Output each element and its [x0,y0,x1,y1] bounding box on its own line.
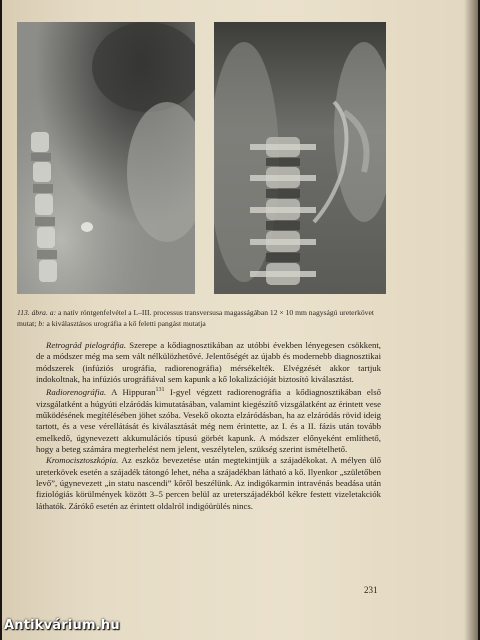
watermark: Antikvárium.hu [4,618,120,633]
caption-b-marker: b: [38,318,45,328]
section-text: Az eszköz bevezetése után megtekintjük a szájadékokat. A mélyen ülő ureterkövek esetén a szájadék tátongó lehet, néha a szájadékban látható a kő. Ilyenkor „születőben levő”, úgynevezett „in statu nascendi” kőről beszélünk. Az indigókarmin intravénás beadása után fiziológiás körülmények között 3–5 percen belül az ureterszájadékból kékre festett vizeletakciók láthatók. Zárókő esetén az érintett oldalról indigóürülés nincs. [36,455,381,511]
book-page [2,0,478,640]
caption-a-marker: a: [49,308,57,317]
section-text: I-gyel végzett radiorenográfia a kődiagnosztikában első vizsgálatként a húgyúti elzáródás kimutatásában, valamint kiegészítő vizsgálatként az érintett vese működésének megítélésében jöhet szóba. Vesekő okozta elzáródásban, ha az elzáródás rövid ideig tartott, és a vese vérellátását és kiválasztását még nem érintette, az I. és a II. fázis után tovább emelkedő, úgynevezett akkumulációs típusú görbét kapunk. A módszer előnyeként említhető, hogy a beteg számára megterhelést nem jelent, veszélytelen, szükség szerint ismételhető. [36,387,382,454]
paragraph-radiorenography [36,385,381,455]
section-title: Kromocisztoszkópia. [46,455,119,466]
figure-caption [17,308,379,329]
section-title: Retrográd pielográfia. [46,340,127,350]
section-text: Szerepe a kődiagnosztikában az utóbbi években lényegesen csökkent, de a módszer még ma sem vált nélkülözhetővé. Jelentőségét az újabb és modernebb diagnosztikai módszerek (infúziós urográfia, radiorenográfia) mérsékelték. Elvégzését akkor tartjuk indokoltnak, ha infúziós urográfiával sem kapunk a kő lokalizációját biztosító kiválasztást. [36,340,381,385]
xray-image-b [214,22,386,294]
page-number: 231 [364,585,378,595]
paragraph-retrograde-pyelography [36,340,381,385]
section-title: Radiorenográfia. [46,387,107,398]
caption-b-text: a kiválasztásos urográfia a kő feletti pangást mutatja [44,318,206,328]
paragraph-chromocystoscopy [36,455,381,512]
section-text: A Hippuran [106,387,156,398]
xray-image-a [17,22,195,294]
isotope-superscript: 131 [155,387,165,394]
body-text [36,340,381,512]
spine-shadow [464,0,478,640]
caption-figure-number: 113. ábra. [17,308,48,317]
caption-a-text: a natív röntgenfelvétel a L–III. processus transversusa magasságában 12 × 10 mm nagyságú ureterkövet mutat; [17,308,374,328]
